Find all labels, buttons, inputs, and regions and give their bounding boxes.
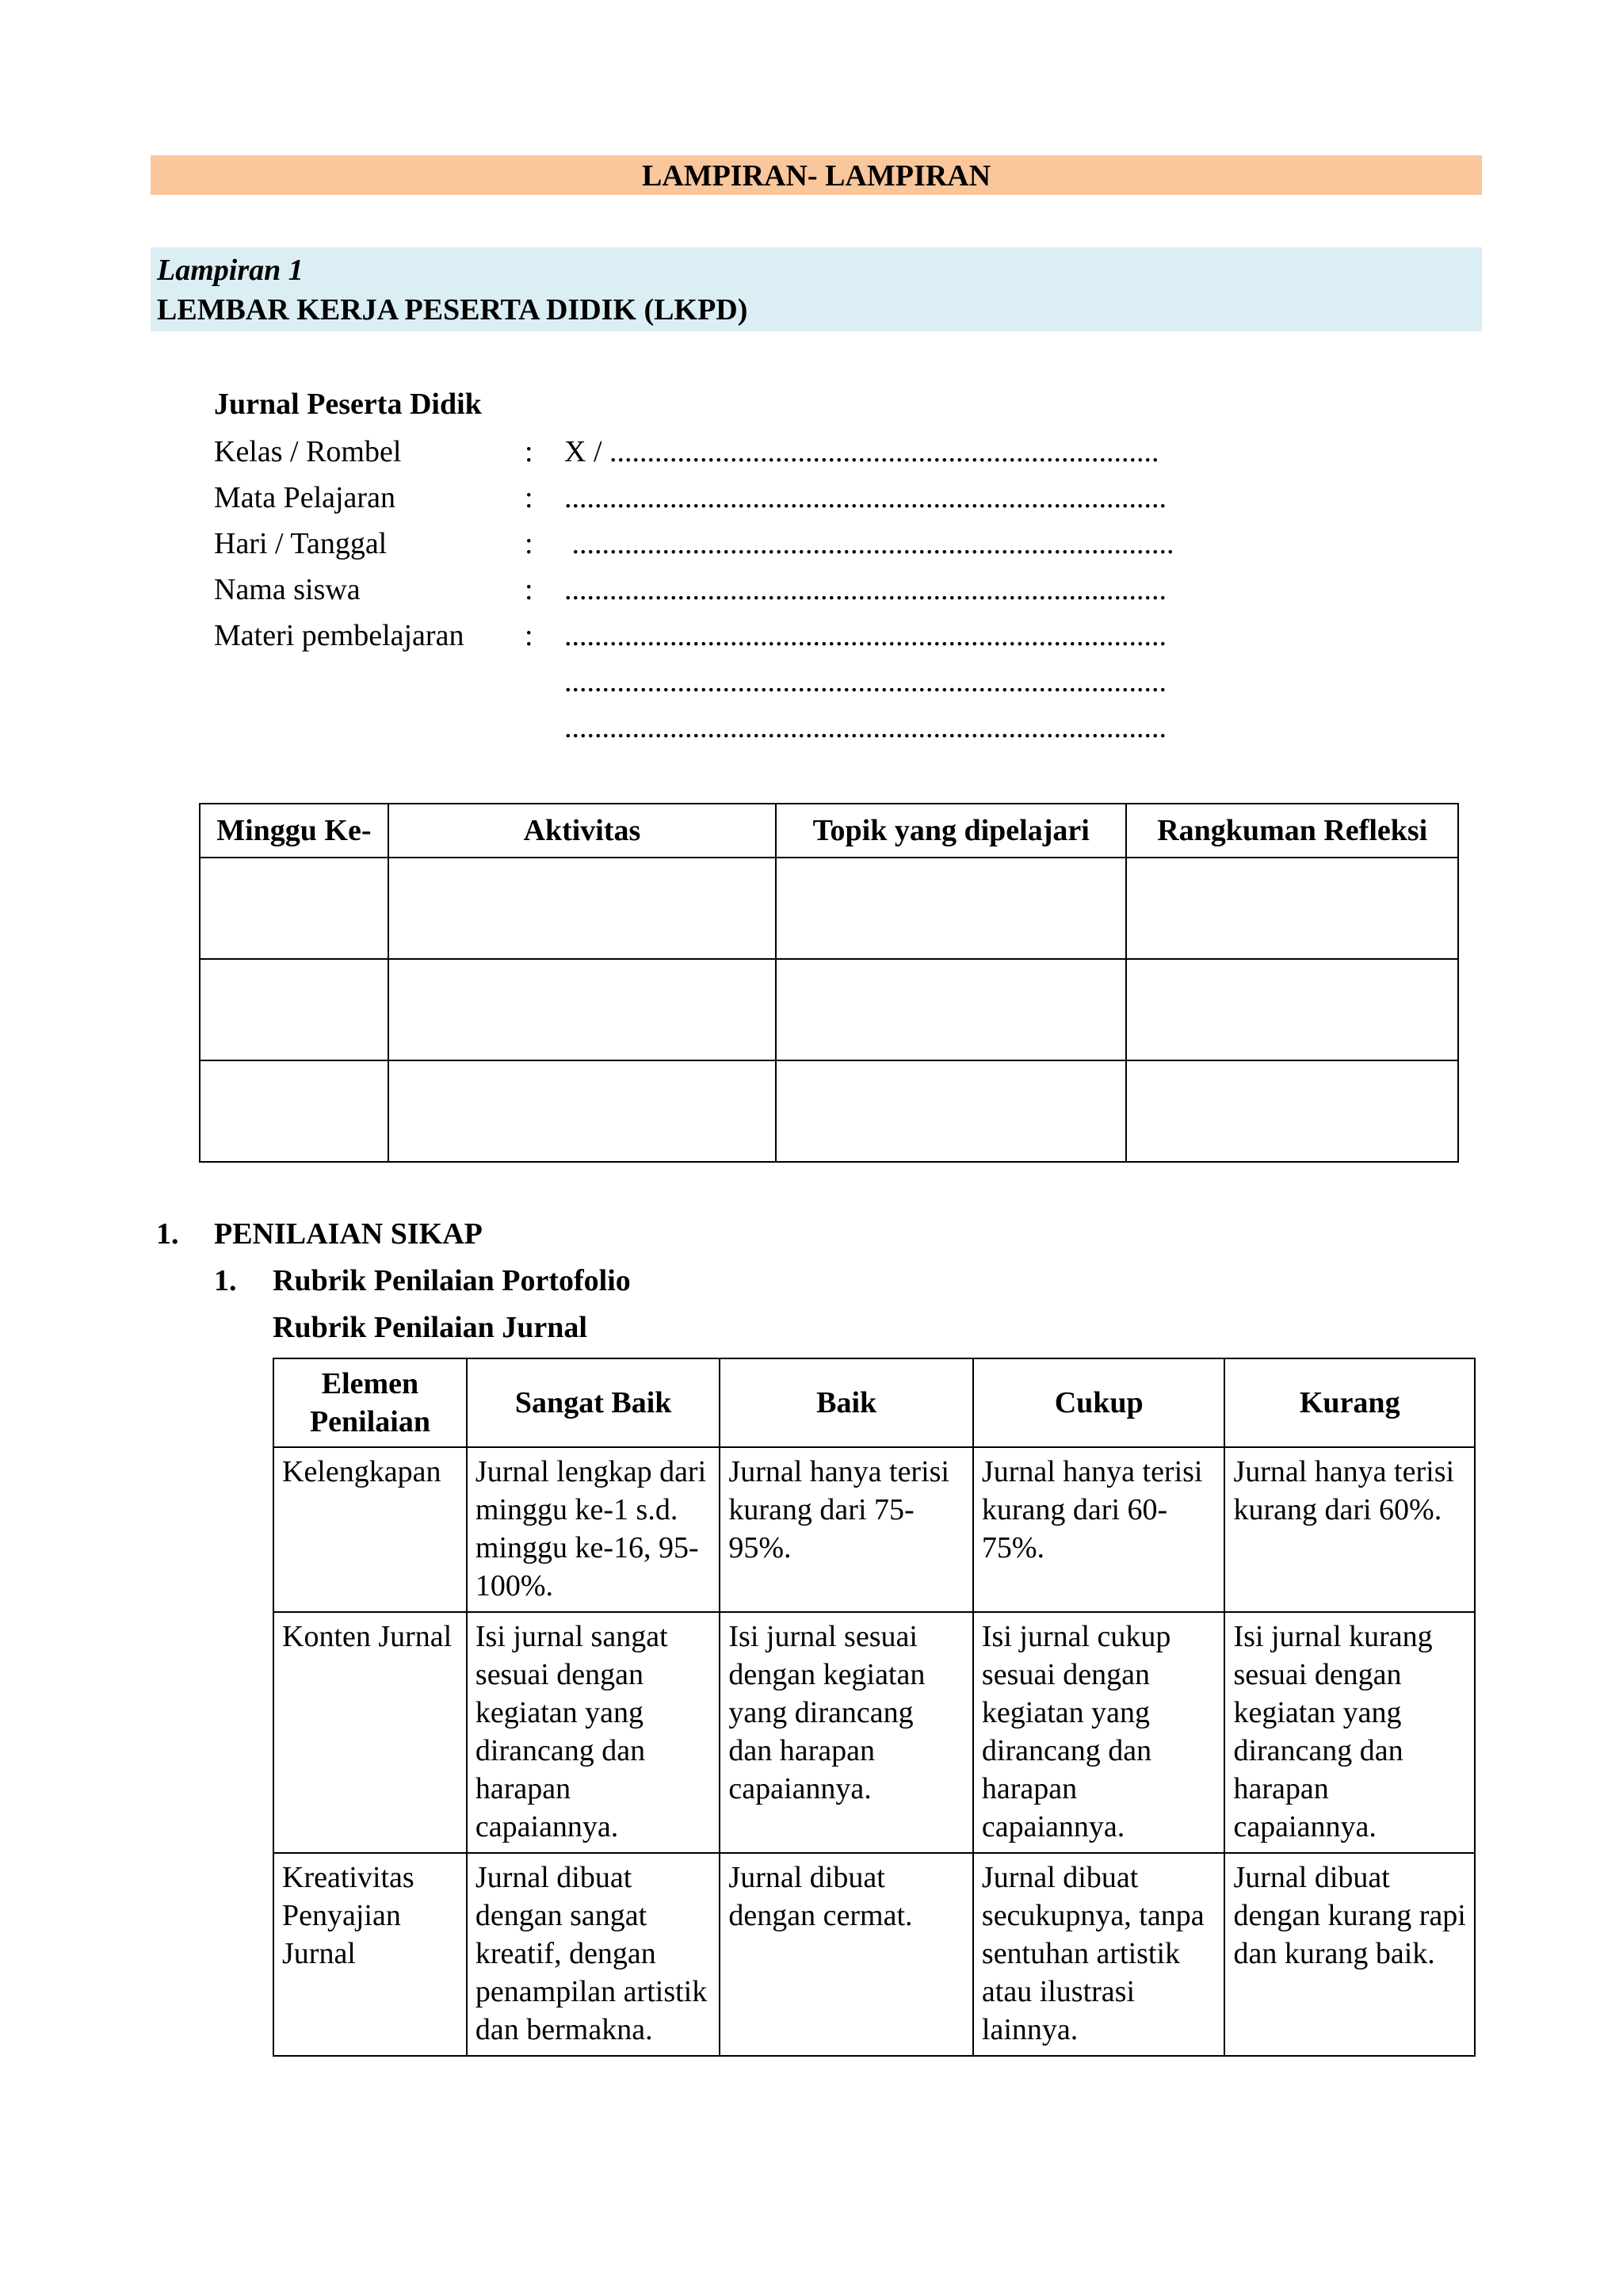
column-header: Cukup xyxy=(973,1358,1225,1447)
table-cell: Jurnal hanya terisi kurang dari 75-95%. xyxy=(720,1447,973,1612)
table-cell: Jurnal lengkap dari minggu ke-1 s.d. minggu ke-16, 95-100%. xyxy=(467,1447,720,1612)
column-header: Topik yang dipelajari xyxy=(776,804,1126,858)
field-colon: : xyxy=(525,435,533,468)
table-cell: Jurnal dibuat dengan cermat. xyxy=(720,1853,973,2056)
table-cell[interactable] xyxy=(776,959,1126,1060)
table-cell: Kelengkapan xyxy=(273,1447,467,1612)
table-cell: Isi jurnal sangat sesuai dengan kegiatan yang dirancang dan harapan capaiannya. xyxy=(467,1612,720,1853)
lkpd-banner xyxy=(151,247,1482,331)
table-cell: Jurnal hanya terisi kurang dari 60-75%. xyxy=(973,1447,1225,1612)
table-cell: Isi jurnal cukup sesuai dengan kegiatan yang dirancang dan harapan capaiannya. xyxy=(973,1612,1225,1853)
table-cell[interactable] xyxy=(1126,959,1458,1060)
table-cell[interactable] xyxy=(1126,858,1458,959)
table-cell: Jurnal dibuat dengan kurang rapi dan kurang baik. xyxy=(1224,1853,1475,2056)
field-colon: : xyxy=(525,481,533,514)
table-cell: Jurnal hanya terisi kurang dari 60%. xyxy=(1224,1447,1475,1612)
attachment-label: Lampiran 1 xyxy=(157,254,304,287)
column-header: Rangkuman Refleksi xyxy=(1126,804,1458,858)
table-cell[interactable] xyxy=(776,1060,1126,1162)
table-cell[interactable] xyxy=(776,858,1126,959)
column-header: Sangat Baik xyxy=(467,1358,720,1447)
column-header: Kurang xyxy=(1224,1358,1475,1447)
attachments-title: LAMPIRAN- LAMPIRAN xyxy=(641,159,991,193)
field-colon: : xyxy=(525,527,533,560)
table-cell[interactable] xyxy=(200,959,388,1060)
subsection-number: 1. xyxy=(214,1264,237,1297)
journal-table xyxy=(199,803,1459,1163)
table-header-row xyxy=(200,804,1458,858)
table-cell: Isi jurnal kurang sesuai dengan kegiatan yang dirancang dan harapan capaiannya. xyxy=(1224,1612,1475,1853)
material-input-line-3[interactable]: ................................................................................ xyxy=(564,711,1167,744)
attachments-banner xyxy=(151,155,1482,195)
field-label: Materi pembelajaran xyxy=(214,619,464,652)
table-cell: Isi jurnal sesuai dengan kegiatan yang dirancang dan harapan capaiannya. xyxy=(720,1612,973,1853)
section-number: 1. xyxy=(156,1217,179,1251)
table-row xyxy=(273,1853,1475,2056)
material-input-line[interactable]: ................................................................................ xyxy=(564,619,1167,652)
student-name-input-line[interactable]: ................................................................................ xyxy=(564,573,1167,606)
table-cell[interactable] xyxy=(200,1060,388,1162)
field-label: Mata Pelajaran xyxy=(214,481,395,514)
table-cell[interactable] xyxy=(200,858,388,959)
date-input-line[interactable]: ................................................................................ xyxy=(564,527,1174,560)
journal-title: Jurnal Peserta Didik xyxy=(214,388,482,421)
table-cell[interactable] xyxy=(388,1060,776,1162)
column-header: Minggu Ke- xyxy=(200,804,388,858)
field-colon: : xyxy=(525,619,533,652)
field-label: Kelas / Rombel xyxy=(214,435,402,468)
column-header: Aktivitas xyxy=(388,804,776,858)
table-cell: Jurnal dibuat dengan sangat kreatif, dengan penampilan artistik dan bermakna. xyxy=(467,1853,720,2056)
field-colon: : xyxy=(525,573,533,606)
table-row xyxy=(200,959,1458,1060)
table-cell[interactable] xyxy=(388,858,776,959)
subject-input-line[interactable]: ................................................................................ xyxy=(564,481,1167,514)
lkpd-title: LEMBAR KERJA PESERTA DIDIK (LKPD) xyxy=(157,293,748,327)
material-input-line-2[interactable]: ................................................................................ xyxy=(564,665,1167,698)
rubric-title: Rubrik Penilaian Jurnal xyxy=(273,1311,587,1344)
class-input-line[interactable]: X / ......................................................................... xyxy=(564,435,1159,468)
section-title: PENILAIAN SIKAP xyxy=(214,1217,483,1251)
table-row xyxy=(273,1612,1475,1853)
subsection-title: Rubrik Penilaian Portofolio xyxy=(273,1264,631,1297)
table-cell: Jurnal dibuat secukupnya, tanpa sentuhan artistik atau ilustrasi lainnya. xyxy=(973,1853,1225,2056)
table-cell: Kreativitas Penyajian Jurnal xyxy=(273,1853,467,2056)
table-cell: Konten Jurnal xyxy=(273,1612,467,1853)
column-header: Elemen Penilaian xyxy=(273,1358,467,1447)
table-row xyxy=(200,858,1458,959)
rubric-table xyxy=(273,1358,1476,2057)
column-header: Baik xyxy=(720,1358,973,1447)
table-cell[interactable] xyxy=(388,959,776,1060)
field-label: Nama siswa xyxy=(214,573,361,606)
field-label: Hari / Tanggal xyxy=(214,527,388,560)
table-row xyxy=(273,1447,1475,1612)
table-cell[interactable] xyxy=(1126,1060,1458,1162)
table-header-row xyxy=(273,1358,1475,1447)
table-row xyxy=(200,1060,1458,1162)
